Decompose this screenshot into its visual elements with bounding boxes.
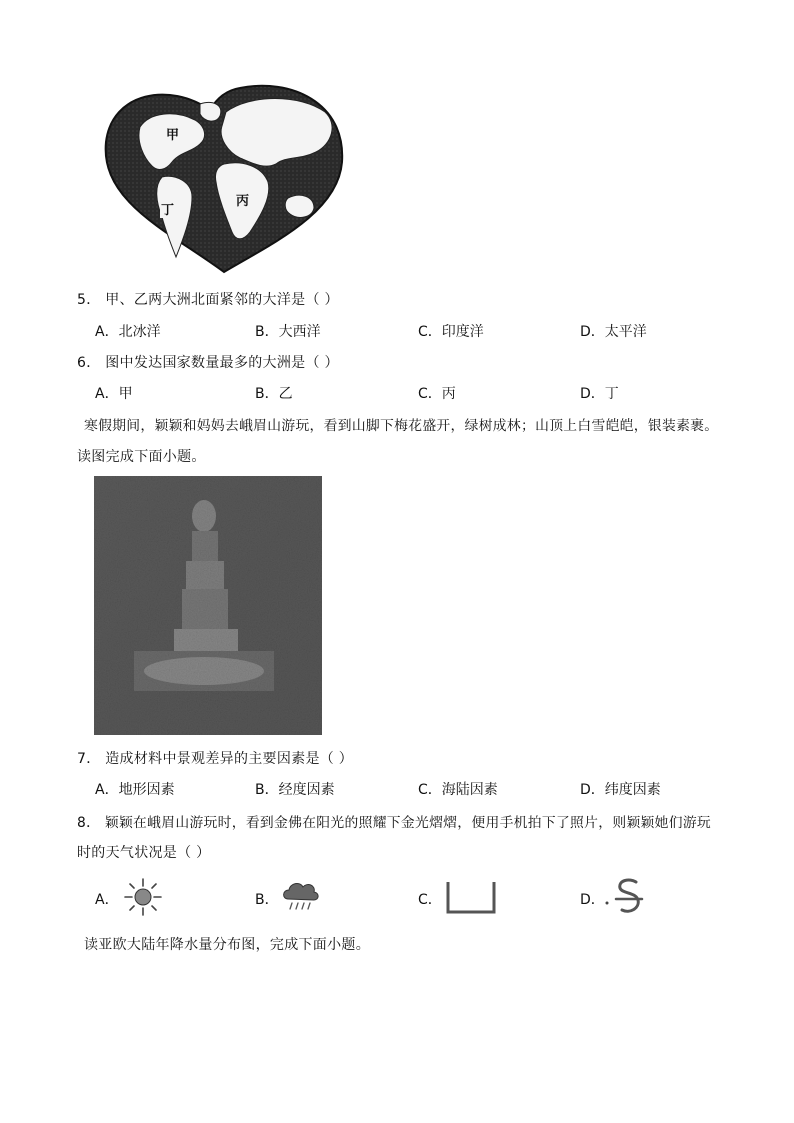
question-8-stem-line-2: 时的天气状况是（ ） xyxy=(77,845,211,861)
bracket-symbol-icon xyxy=(445,880,497,914)
golden-buddha-photo xyxy=(94,476,322,735)
passage-line-1: 寒假期间，颖颖和妈妈去峨眉山游玩，看到山脚下梅花盛开，绿树成林；山顶上白雪皑皑，银装素裹。 xyxy=(84,418,719,434)
q7-option-a: A．地形因素 xyxy=(95,782,175,798)
q6-option-c: C．丙 xyxy=(418,386,456,402)
q5-option-b: B．大西洋 xyxy=(255,324,321,340)
q7-option-c: C．海陆因素 xyxy=(418,782,498,798)
passage-line-2: 读图完成下面小题。 xyxy=(77,449,206,465)
q5-option-a: A．北冰洋 xyxy=(95,324,161,340)
q8-option-a: A． xyxy=(95,892,119,908)
q5-option-d: D．太平洋 xyxy=(580,324,647,340)
greenland xyxy=(200,103,221,122)
heart-world-map xyxy=(100,82,348,274)
sun-icon xyxy=(124,878,162,916)
q8-option-b: B． xyxy=(255,892,279,908)
map-label-ding: 丁 xyxy=(161,203,175,218)
question-7-stem: 7． 造成材料中景观差异的主要因素是（ ） xyxy=(77,751,354,767)
q6-option-a: A．甲 xyxy=(95,386,133,402)
next-section-intro: 读亚欧大陆年降水量分布图，完成下面小题。 xyxy=(84,937,370,953)
sandstorm-icon xyxy=(602,876,648,918)
question-6-stem: 6． 图中发达国家数量最多的大洲是（ ） xyxy=(77,355,339,371)
question-5-stem: 5． 甲、乙两大洲北面紧邻的大洋是（ ） xyxy=(77,292,339,308)
q6-option-d: D．丁 xyxy=(580,386,619,402)
q8-option-d: D． xyxy=(580,892,605,908)
question-8-stem-line-1: 8． 颖颖在峨眉山游玩时，看到金佛在阳光的照耀下金光熠熠，便用手机拍下了照片，则颖颖她们游玩 xyxy=(77,815,712,831)
rain-cloud-icon xyxy=(282,879,320,913)
australia xyxy=(285,195,314,217)
q6-option-b: B．乙 xyxy=(255,386,293,402)
q5-option-c: C．印度洋 xyxy=(418,324,484,340)
buddha-photo-graphic xyxy=(94,476,322,735)
q8-option-c: C． xyxy=(418,892,442,908)
map-label-jia: 甲 xyxy=(166,128,180,143)
q7-option-d: D．纬度因素 xyxy=(580,782,661,798)
map-label-bing: 丙 xyxy=(236,194,250,209)
heart-map-graphic xyxy=(100,82,348,274)
q7-option-b: B．经度因素 xyxy=(255,782,335,798)
